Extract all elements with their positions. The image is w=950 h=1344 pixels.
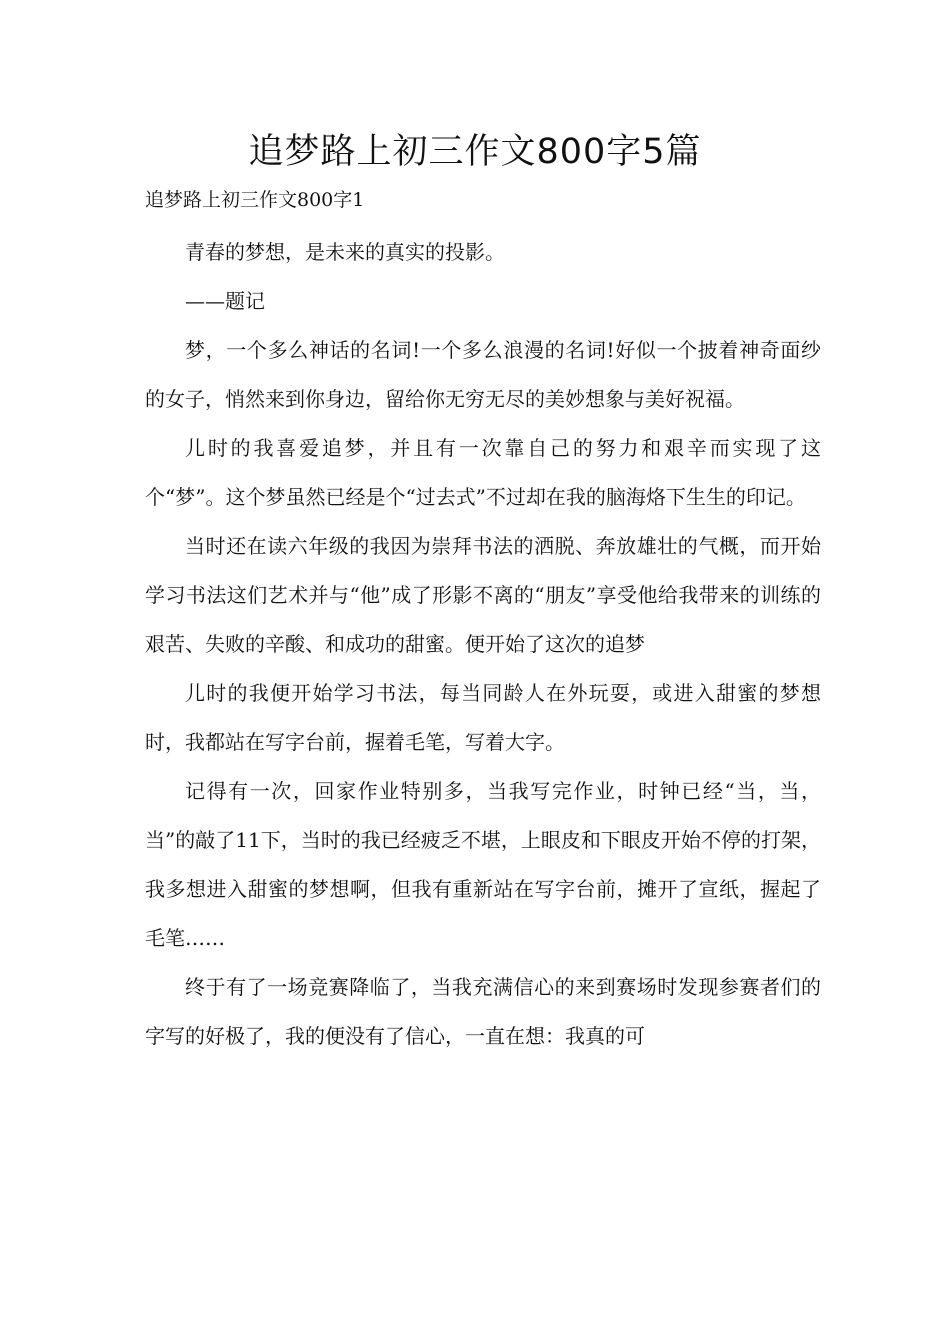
document-body — [145, 228, 821, 1061]
paragraph-epigraph: 青春的梦想，是未来的真实的投影。 — [185, 240, 505, 264]
paragraph: 终于有了一场竞赛降临了，当我充满信心的来到赛场时发现参赛者们的字写的好极了，我的便没有了信心，一直在想：我真的可 — [145, 975, 821, 1048]
section-heading: 追梦路上初三作文800字1 — [145, 189, 365, 211]
paragraph: 记得有一次，回家作业特别多，当我写完作业，时钟已经“当，当，当”的敲了11下，当时的我已经疲乏不堪，上眼皮和下眼皮开始不停的打架，我多想进入甜蜜的梦想啊，但我有重新站在写字台前，摊开了宣纸，握起了毛笔…… — [145, 779, 821, 950]
paragraph: 儿时的我便开始学习书法，每当同龄人在外玩耍，或进入甜蜜的梦想时，我都站在写字台前，握着毛笔，写着大字。 — [145, 681, 821, 754]
paragraph: 当时还在读六年级的我因为崇拜书法的洒脱、奔放雄壮的气概，而开始学习书法这们艺术并与“他”成了形影不离的“朋友”享受他给我带来的训练的艰苦、失败的辛酸、和成功的甜蜜。便开始了这次的追梦 — [145, 534, 821, 656]
paragraph: 儿时的我喜爱追梦，并且有一次靠自己的努力和艰辛而实现了这个“梦”。这个梦虽然已经是个“过去式”不过却在我的脑海烙下生生的印记。 — [145, 436, 821, 509]
paragraph-epigraph-source: ——题记 — [185, 289, 265, 313]
paragraph: 梦，一个多么神话的名词!一个多么浪漫的名词!好似一个披着神奇面纱的女子，悄然来到你身边，留给你无穷无尽的美妙想象与美好祝福。 — [145, 338, 821, 411]
document-title: 追梦路上初三作文800字5篇 — [248, 132, 702, 172]
